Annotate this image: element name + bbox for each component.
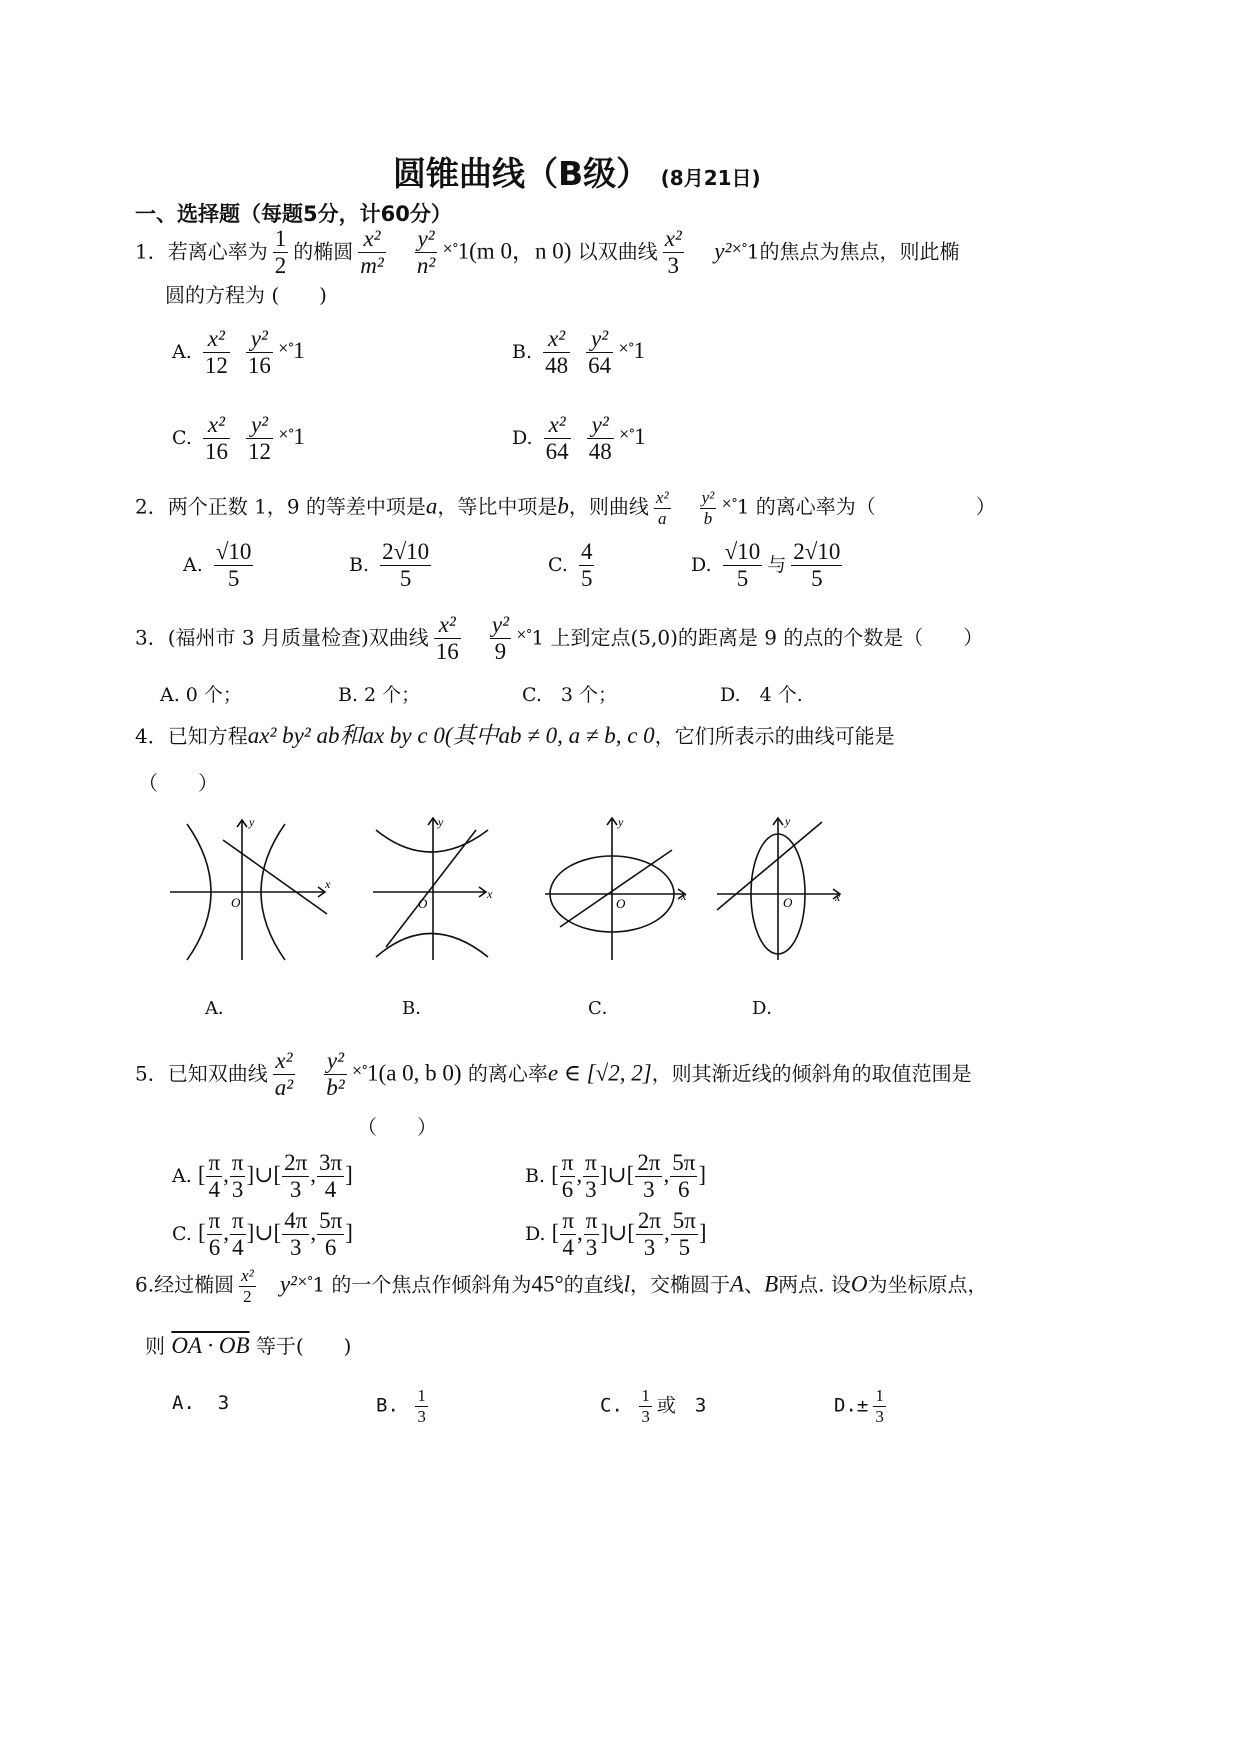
title-main: 圆锥曲线（B级） — [393, 154, 650, 193]
q4-figure-b[interactable] — [368, 812, 508, 962]
q1-option-c[interactable]: C. $\frac{\text{x²}}{16}$ $\frac{\text{y²}}{12}$ ×°1 — [172, 412, 305, 465]
q6-option-d[interactable]: D.± $\frac{1}{3}$ — [834, 1386, 884, 1426]
q3-option-c[interactable]: C. 3 个； — [522, 684, 618, 706]
svg-text:x: x — [835, 890, 841, 904]
question-3: 3．(福州市 3 月质量检查)双曲线 $\frac{\text{x²}}{16}$ $\frac{\text{y²}}{9}$ ×°1 上到定点(5,0)的距离是 9 的点的个数是（ ） — [135, 612, 984, 665]
question-4: 4．已知方程ax² by² ab和ax by c 0(其中ab ≠ 0, a ≠ b, c 0，它们所表示的曲线可能是 — [135, 723, 895, 748]
q2-option-b[interactable]: B. $\frac{2√10}{5}$ — [349, 539, 430, 592]
q3-option-b[interactable]: B. 2 个； — [338, 684, 421, 706]
q6-option-b[interactable]: B. $\frac{1}{3}$ — [376, 1386, 426, 1426]
svg-text:O: O — [231, 895, 241, 910]
question-1: 1．若离心率为 $\frac{1}{2}$ 的椭圆 $\frac{\text{x²}}{\text{m²}}$ $\frac{\text{y²}}{\text{n²}}$ ×°1(m 0，n 0) 以双曲线 $\frac{\text{x²}}{3}$ y²×°1的焦点为焦点，则此椭 — [135, 226, 960, 279]
question-6: 6.经过椭圆 $\frac{\text{x²}}{2}$ y²×°1 的一个焦点作倾斜角为45°的直线l，交椭圆于A、B两点. 设O为坐标原点， — [135, 1266, 988, 1306]
q6-option-c[interactable]: C. $\frac{1}{3}$ 或 3 — [600, 1386, 707, 1426]
q4-caption-b: B． — [402, 998, 434, 1019]
q5-option-d[interactable]: D. [ $\frac{\pi}{4}$ , $\frac{\pi}{3}$ ]∪[ $\frac{2\pi}{3}$ , $\frac{5\pi}{5}$ ] — [525, 1208, 707, 1261]
q4-caption-a: A． — [205, 998, 236, 1019]
q3-option-a[interactable]: A. 0 个； — [160, 684, 242, 706]
q6-option-a[interactable]: A. 3 — [172, 1392, 230, 1414]
svg-text:x: x — [325, 877, 331, 891]
q2-option-c[interactable]: C. $\frac{4}{5}$ — [548, 539, 593, 592]
hyperbola-upper-branch — [376, 830, 488, 852]
q4-caption-d: D． — [752, 998, 785, 1019]
q3-option-d[interactable]: D. 4 个. — [720, 684, 803, 706]
question-6-line2: 则 OA · OB 等于( ) — [145, 1333, 352, 1358]
question-5: 5．已知双曲线 $\frac{\text{x²}}{\text{a²}}$ $\frac{\text{y²}}{\text{b²}}$ ×°1(a 0, b 0) 的离心率e ∈ [√2, 2]，则其渐近线的倾斜角的取值范围是 — [135, 1048, 972, 1101]
question-5-line2: （ ） — [357, 1115, 437, 1139]
q4-figure-d[interactable] — [712, 812, 852, 962]
page-title — [393, 148, 761, 195]
q1-option-d[interactable]: D. $\frac{\text{x²}}{64}$ $\frac{\text{y²}}{48}$ ×°1 — [512, 412, 646, 465]
svg-text:y: y — [785, 814, 791, 828]
q1-option-a[interactable]: A. $\frac{\text{x²}}{12}$ $\frac{\text{y²}}{16}$ ×°1 — [172, 326, 305, 379]
question-2: 2．两个正数 1，9 的等差中项是a，等比中项是b，则曲线 $\frac{\text{x²}}{a}$ $\frac{\text{y²}}{b}$ ×°1 的离心率为（ ） — [135, 488, 996, 528]
svg-text:O: O — [783, 895, 793, 910]
vector-product: OA · OB — [171, 1333, 250, 1358]
svg-text:y: y — [438, 815, 444, 829]
svg-text:x: x — [487, 887, 493, 901]
q2-option-a[interactable]: A. $\frac{√10}{5}$ — [183, 539, 252, 592]
q5-option-a[interactable]: A. [ $\frac{\pi}{4}$ , $\frac{\pi}{3}$ ]∪[ $\frac{2\pi}{3}$ , $\frac{3\pi}{4}$ ] — [172, 1150, 353, 1203]
question-4-line2: （ ） — [138, 771, 218, 795]
svg-text:O: O — [616, 896, 626, 911]
fraction: $\frac{1}{2}$ — [274, 226, 287, 279]
line — [560, 850, 672, 927]
svg-text:y: y — [618, 815, 624, 829]
q2-option-d[interactable]: D. $\frac{√10}{5}$ 与 $\frac{2√10}{5}$ — [691, 539, 841, 592]
svg-text:x: x — [681, 889, 687, 903]
q4-figure-c[interactable] — [540, 812, 700, 962]
q5-option-c[interactable]: C. [ $\frac{\pi}{6}$ , $\frac{\pi}{4}$ ]∪[ $\frac{4\pi}{3}$ , $\frac{5\pi}{6}$ ] — [172, 1208, 353, 1261]
title-date: (8月21日) — [660, 166, 761, 190]
svg-text:y: y — [249, 815, 255, 829]
q4-figure-a[interactable] — [165, 812, 335, 962]
q4-caption-c: C． — [588, 998, 620, 1019]
section-header: 一、选择题（每题5分，计60分） — [135, 202, 452, 226]
question-1-line2: 圆的方程为 ( ) — [165, 283, 327, 307]
line — [717, 822, 822, 910]
q5-option-b[interactable]: B. [ $\frac{\pi}{6}$ , $\frac{\pi}{3}$ ]∪[ $\frac{2\pi}{3}$ , $\frac{5\pi}{6}$ ] — [525, 1150, 706, 1203]
svg-text:O: O — [418, 896, 428, 911]
q1-option-b[interactable]: B. $\frac{\text{x²}}{48}$ $\frac{\text{y²}}{64}$ ×°1 — [512, 326, 646, 379]
line — [386, 830, 476, 947]
